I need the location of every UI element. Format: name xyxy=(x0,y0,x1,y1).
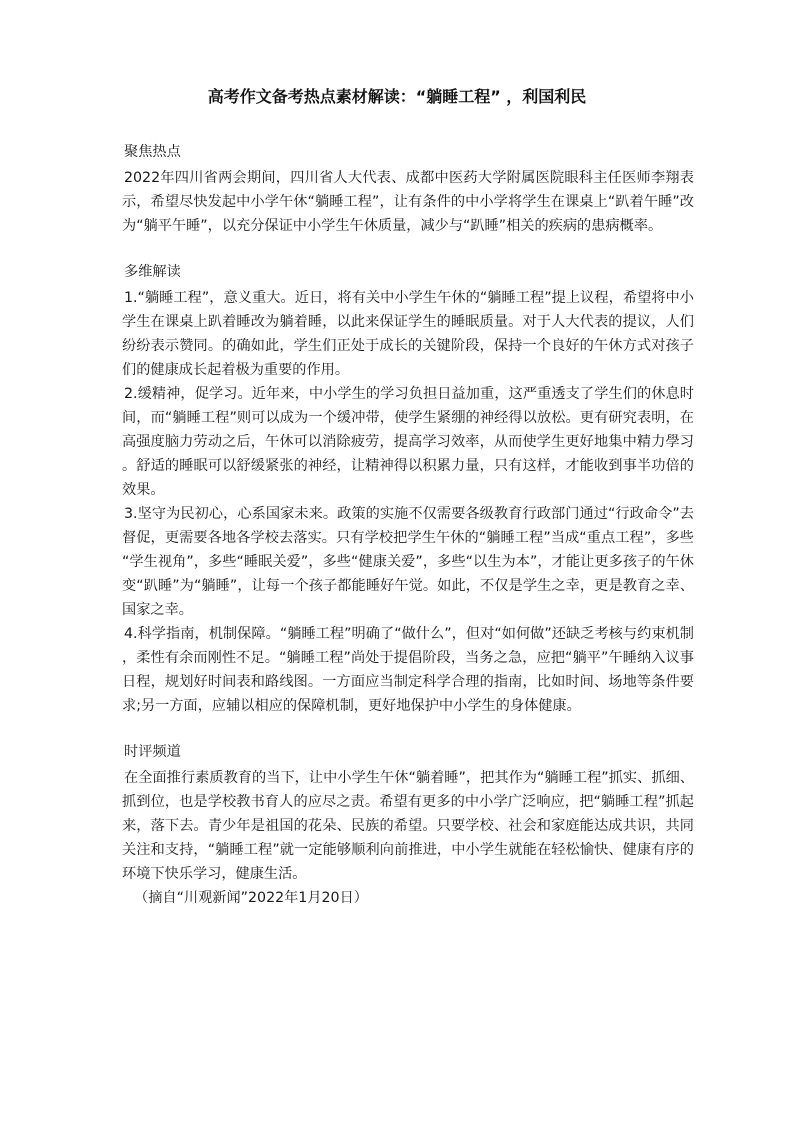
page-title: 高考作文备考热点素材解读：“躺睡工程” ，利国利民 xyxy=(207,87,587,106)
section-heading-focus: 聚焦热点 xyxy=(124,144,181,160)
section-heading-analysis: 多维解读 xyxy=(124,264,181,280)
section-spacer xyxy=(122,718,694,740)
article-body xyxy=(122,140,694,910)
analysis-paragraph-1: 1.“躺睡工程”，意义重大。近日，将有关中小学生午休的“躺睡工程”提上议程，希望将中小学生在课桌上趴着睡改为躺着睡，以此来保证学生的睡眠质量。对于人大代表的提议，人们纷纷表示赞同。的确如此，学生们正处于成长的关键阶段，保持一个良好的午休方式对孩子们的健康成长起着极为重要的作用。 xyxy=(122,290,694,378)
section-heading-commentary: 时评频道 xyxy=(124,744,181,760)
source-citation: （摘自“川观新闻”2022年1月20日） xyxy=(134,890,368,906)
analysis-paragraph-2: 2.缓精神，促学习。近年来，中小学生的学习负担日益加重，这严重透支了学生们的休息时间，而“躺睡工程”则可以成为一个缓冲带，使学生紧绷的神经得以放松。更有研究表明，在高强度脑力劳动之后，午休可以消除疲劳，提高学习效率，从而使学生更好地集中精力學习。舒适的睡眠可以舒缓紧张的神经，让精神得以积累力量，只有这样，才能收到事半功倍的效果。 xyxy=(122,386,694,498)
commentary-paragraph: 在全面推行素质教育的当下，让中小学生午休“躺着睡”，把其作为“躺睡工程”抓实、抓细、抓到位，也是学校教书育人的应尽之责。希望有更多的中小学广泛响应，把“躺睡工程”抓起来，落下去。青少年是祖国的花朵、民族的希望。只要学校、社会和家庭能达成共识，共同关注和支持，“躺睡工程”就一定能够顺利向前推进，中小学生就能在轻松愉快、健康有序的环境下快乐学习，健康生活。 xyxy=(122,770,694,882)
analysis-paragraph-4: 4.科学指南，机制保障。“躺睡工程”明确了“做什么”，但对“如何做”还缺乏考核与约束机制，柔性有余而刚性不足。“躺睡工程”尚处于提倡阶段，当务之急，应把“躺平”午睡纳入议事日程，规划好时间表和路线图。一方面应当制定科学合理的指南，比如时间、场地等条件要求;另一方面，应辅以相应的保障机制，更好地保护中小学生的身体健康。 xyxy=(122,626,694,714)
section-spacer xyxy=(122,238,694,260)
analysis-paragraph-3: 3.坚守为民初心，心系国家未来。政策的实施不仅需要各级教育行政部门通过“行政命令”去督促，更需要各地各学校去落实。只有学校把学生午休的“躺睡工程”当成“重点工程”，多些“学生视角”，多些“睡眠关爱”，多些“健康关爱”，多些“以生为本”，才能让更多孩子的午休变“趴睡”为“躺睡”，让每一个孩子都能睡好午觉。如此，不仅是学生之幸，更是教育之幸、国家之幸。 xyxy=(122,506,694,618)
focus-paragraph: 2022年四川省两会期间，四川省人大代表、成都中医药大学附属医院眼科主任医师李翔表示，希望尽快发起中小学午休“躺睡工程”，让有条件的中小学将学生在课桌上“趴着午睡”改为“躺平午睡”，以充分保证中小学生午休质量，减少与“趴睡”相关的疾病的患病概率。 xyxy=(122,170,694,234)
